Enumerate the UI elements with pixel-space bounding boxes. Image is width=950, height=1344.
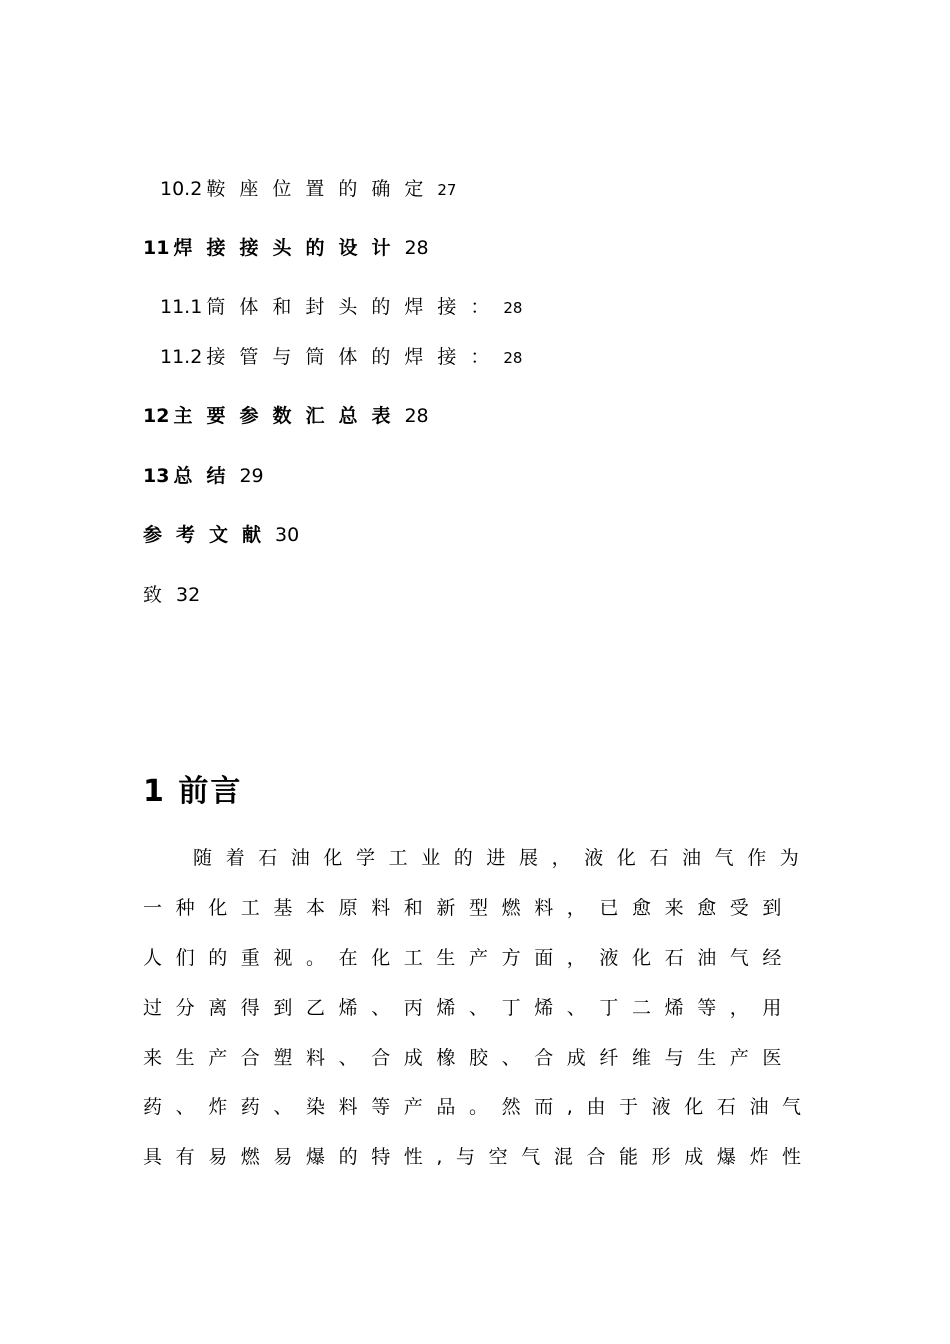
toc-number: 11.2 xyxy=(160,346,203,368)
toc-page: 28 xyxy=(503,349,523,367)
toc-entry-11[interactable] xyxy=(143,233,429,260)
toc-title: 参考文献 xyxy=(143,524,276,546)
toc-number: 12 xyxy=(143,405,170,427)
toc-title: 致 xyxy=(143,584,177,606)
toc-page: 28 xyxy=(404,237,429,259)
toc-number: 10.2 xyxy=(160,178,203,200)
toc-number: 11 xyxy=(143,237,170,259)
toc-number: 13 xyxy=(143,465,170,487)
paragraph-line: 一种化工基本原料和新型燃料，已愈来愈受到 xyxy=(143,897,796,919)
toc-entry-11-1[interactable] xyxy=(160,292,522,319)
toc-title: 接管与筒体的焊接： xyxy=(206,346,504,368)
toc-entry-references[interactable] xyxy=(143,520,299,547)
paragraph-line: 人们的重视。在化工生产方面，液化石油气经 xyxy=(143,947,796,969)
toc-title: 主要参数汇总表 xyxy=(173,405,405,427)
paragraph-line: 具有易燃易爆的特性,与空气混合能形成爆炸性 xyxy=(143,1146,815,1168)
toc-page: 27 xyxy=(437,181,457,199)
toc-title: 筒体和封头的焊接： xyxy=(206,296,504,318)
toc-title: 总结 xyxy=(173,465,240,487)
paragraph-line: 来生产合塑料、合成橡胶、合成纤维与生产医 xyxy=(143,1047,796,1069)
toc-number: 11.1 xyxy=(160,296,203,318)
paragraph-line: 药、炸药、染料等产品。然而,由于液化石油气 xyxy=(143,1096,815,1118)
toc-entry-acknowledgement[interactable] xyxy=(143,580,200,607)
toc-page: 32 xyxy=(176,584,201,606)
section-heading: 1 前言 xyxy=(143,774,243,809)
toc-page: 29 xyxy=(239,465,264,487)
toc-page: 28 xyxy=(503,299,523,317)
paragraph-line: 过分离得到乙烯、丙烯、丁烯、丁二烯等，用 xyxy=(143,997,796,1019)
toc-entry-10-2[interactable] xyxy=(160,174,456,201)
toc-entry-13[interactable] xyxy=(143,461,264,488)
toc-page: 28 xyxy=(404,405,429,427)
toc-title: 鞍座位置的确定 xyxy=(206,178,438,200)
toc-title: 焊接接头的设计 xyxy=(173,237,405,259)
toc-entry-11-2[interactable] xyxy=(160,342,522,369)
toc-entry-12[interactable] xyxy=(143,401,429,428)
paragraph-line: 随着石油化学工业的进展，液化石油气作为 xyxy=(193,847,813,869)
toc-page: 30 xyxy=(275,524,300,546)
